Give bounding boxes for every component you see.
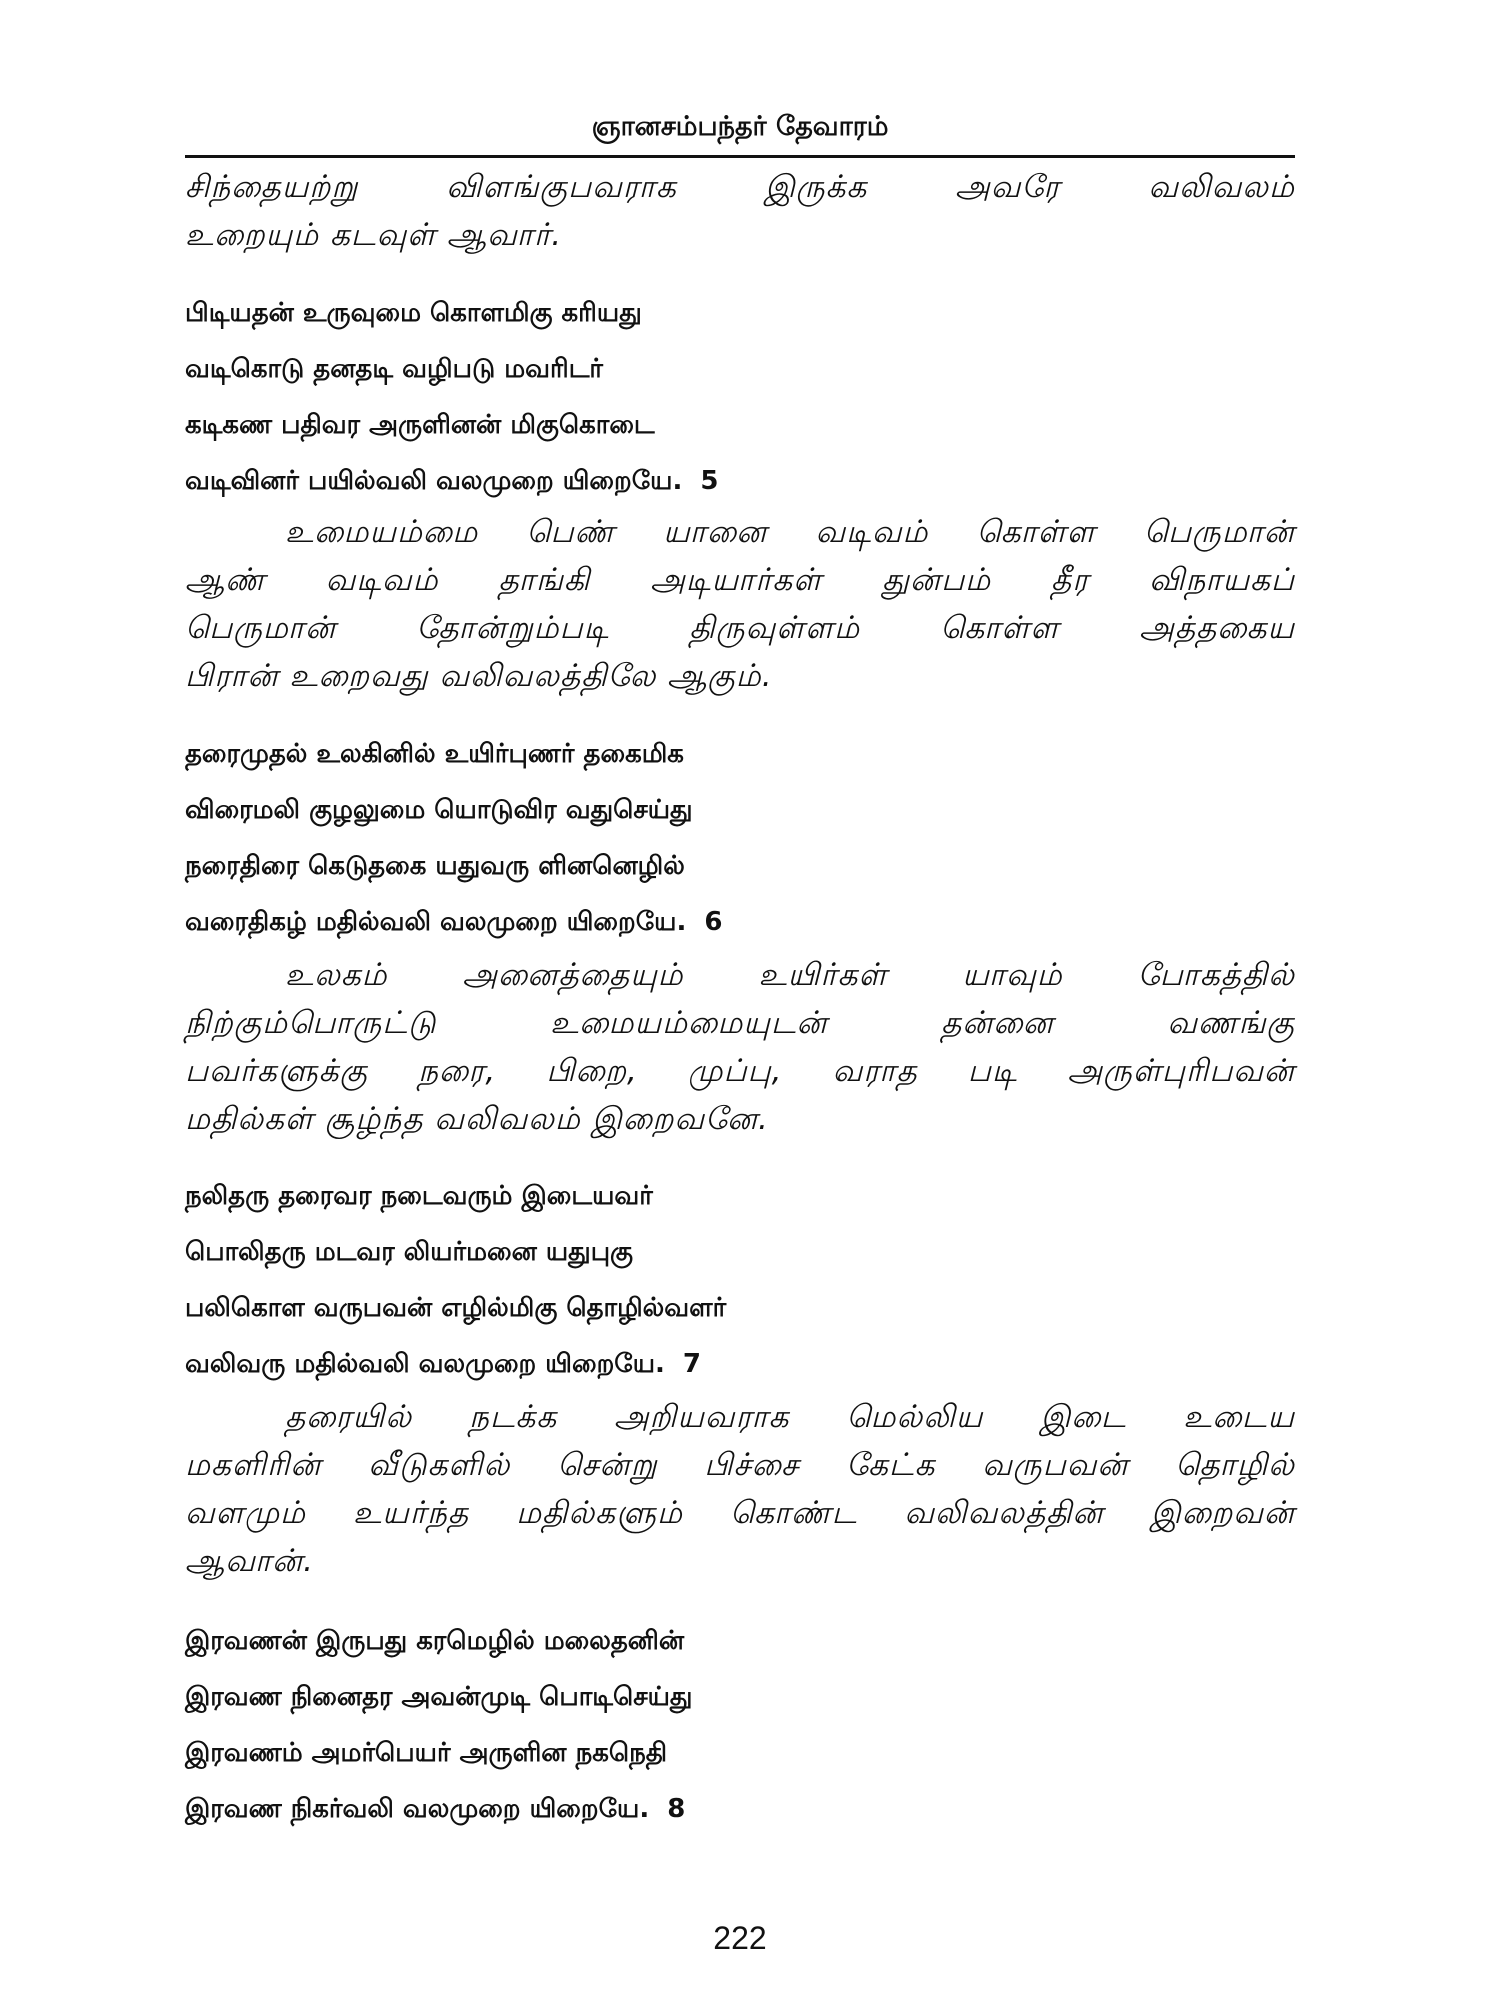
commentary-line: மகளிரின் வீடுகளில் சென்று பிச்சை கேட்க வருபவன் தொழில்	[185, 1447, 1295, 1483]
verse-line-last	[185, 1781, 1295, 1837]
commentary-line: உறையும் கடவுள் ஆவார்.	[185, 217, 563, 253]
commentary-block-4	[185, 1393, 1295, 1585]
verse-line: நலிதரு தரைவர நடைவரும் இடையவர்	[185, 1181, 653, 1211]
verse-number: 8	[667, 1794, 686, 1824]
page-number: 222	[713, 1920, 767, 1956]
verse-line: இரவண நினைதர அவன்முடி பொடிசெய்து	[185, 1682, 693, 1712]
commentary-line: மதில்கள் சூழ்ந்த வலிவலம் இறைவனே.	[185, 1101, 769, 1137]
verse-text: இரவண நிகர்வலி வலமுறை யிறையே.	[185, 1794, 650, 1824]
running-header: ஞானசம்பந்தர் தேவாரம்	[591, 111, 889, 142]
commentary-block-2	[185, 508, 1295, 700]
verse-line-last	[185, 453, 1295, 509]
verse-line: பிடியதன் உருவுமை கொளமிகு கரியது	[185, 298, 642, 328]
verse-block-6	[185, 726, 1295, 950]
verse-line-last	[185, 1336, 1295, 1392]
verse-line: பலிகொள வருபவன் எழில்மிகு தொழில்வளர்	[185, 1293, 727, 1323]
commentary-line: பவர்களுக்கு நரை, பிறை, முப்பு, வராத படி அருள்புரிபவன்	[185, 1053, 1295, 1089]
verse-line: பொலிதரு மடவர லியர்மனை யதுபுகு	[185, 1237, 634, 1267]
commentary-block-1	[185, 163, 1295, 259]
verse-block-8	[185, 1613, 1295, 1837]
commentary-line: ஆண் வடிவம் தாங்கி அடியார்கள் துன்பம் தீர விநாயகப்	[185, 562, 1295, 598]
verse-line: நரைதிரை கெடுதகை யதுவரு ளினனெழில்	[185, 851, 685, 881]
commentary-line: பெருமான் தோன்றும்படி திருவுள்ளம் கொள்ள அத்தகைய	[185, 610, 1295, 646]
commentary-line: நிற்கும்பொருட்டு உமையம்மையுடன் தன்னை வணங்கு	[185, 1005, 1295, 1041]
verse-line: விரைமலி குழலுமை யொடுவிர வதுசெய்து	[185, 795, 693, 825]
verse-line: இரவணன் இருபது கரமெழில் மலைதனின்	[185, 1626, 685, 1656]
header-rule	[185, 155, 1295, 158]
verse-line-last	[185, 894, 1295, 950]
verse-number: 7	[682, 1349, 702, 1379]
commentary-block-3	[185, 951, 1295, 1143]
verse-text: வலிவரு மதில்வலி வலமுறை யிறையே.	[185, 1349, 665, 1379]
commentary-line: சிந்தையற்று விளங்குபவராக இருக்க அவரே வலிவலம்	[185, 169, 1295, 205]
verse-line: இரவணம் அமர்பெயர் அருளின நகநெதி	[185, 1738, 668, 1768]
verse-text: வடிவினர் பயில்வலி வலமுறை யிறையே.	[185, 466, 683, 496]
commentary-line: உமையம்மை பெண் யானை வடிவம் கொள்ள பெருமான்	[285, 514, 1295, 550]
verse-block-7	[185, 1168, 1295, 1392]
commentary-line: பிரான் உறைவது வலிவலத்திலே ஆகும்.	[185, 658, 773, 694]
verse-line: தரைமுதல் உலகினில் உயிர்புணர் தகைமிக	[185, 739, 684, 769]
verse-number: 5	[700, 466, 719, 496]
verse-line: வடிகொடு தனதடி வழிபடு மவரிடர்	[185, 354, 603, 384]
verse-line: கடிகண பதிவர அருளினன் மிகுகொடை	[185, 410, 655, 440]
commentary-line: உலகம் அனைத்தையும் உயிர்கள் யாவும் போகத்தில்	[285, 957, 1295, 993]
verse-block-5	[185, 285, 1295, 509]
commentary-line: வளமும் உயர்ந்த மதில்களும் கொண்ட வலிவலத்தின் இறைவன்	[185, 1495, 1295, 1531]
commentary-line: ஆவான்.	[185, 1543, 314, 1579]
verse-number: 6	[704, 907, 723, 937]
commentary-line: தரையில் நடக்க அறியவராக மெல்லிய இடை உடைய	[285, 1399, 1295, 1435]
verse-text: வரைதிகழ் மதில்வலி வலமுறை யிறையே.	[185, 907, 687, 937]
